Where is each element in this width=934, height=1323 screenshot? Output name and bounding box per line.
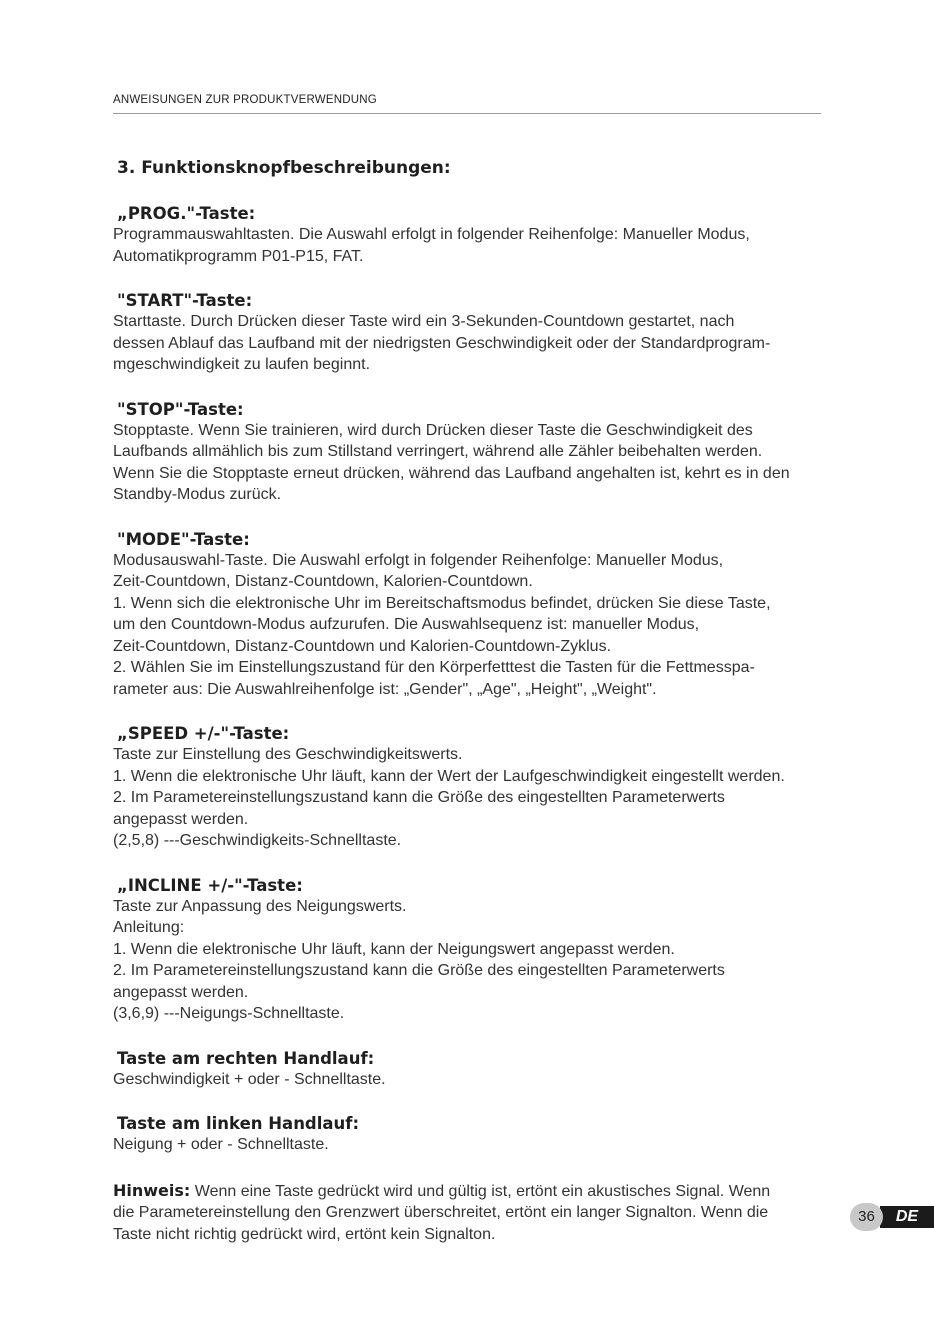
- note-block: [113, 1180, 858, 1246]
- text-line: rameter aus: Die Auswahlreihenfolge ist: „Gender", „Age", „Height", „Weight".: [113, 680, 657, 698]
- section-heading: "MODE"-Taste:: [117, 529, 250, 549]
- text-line: 2. Im Parametereinstellungszustand kann die Größe des eingestellten Parameterwerts: [113, 789, 725, 806]
- text-line: Wenn Sie die Stopptaste erneut drücken, während das Laufband angehalten ist, kehrt es in den: [113, 464, 790, 482]
- section-text: [113, 311, 858, 376]
- text-line: Stopptaste. Wenn Sie trainieren, wird durch Drücken dieser Taste die Geschwindigkeit des: [113, 421, 753, 439]
- header-divider: [113, 113, 821, 114]
- main-content: [113, 150, 858, 1245]
- page-title: 3. Funktionsknopfbeschreibungen:: [117, 158, 451, 178]
- text-line: Geschwindigkeit + oder - Schnelltaste.: [113, 1070, 386, 1088]
- section-right-handrail: [113, 1049, 858, 1091]
- section-heading: "START"-Taste:: [117, 291, 253, 310]
- page-number: 36: [850, 1203, 883, 1231]
- note-first-line: Wenn eine Taste gedrückt wird und gültig ist, ertönt ein akustisches Signal. Wenn: [190, 1182, 771, 1200]
- text-line: Zeit-Countdown, Distanz-Countdown, Kalorien-Countdown.: [113, 573, 533, 590]
- section-incline: [113, 876, 858, 1025]
- text-line: 1. Wenn die elektronische Uhr läuft, kann der Neigungswert angepasst werden.: [113, 940, 675, 958]
- section-heading: „PROG."-Taste:: [117, 204, 256, 223]
- text-line: Taste zur Einstellung des Geschwindigkeitswerts.: [113, 746, 463, 763]
- note-text: [113, 1180, 858, 1246]
- section-heading: „INCLINE +/-"-Taste:: [117, 875, 303, 895]
- text-line: 1. Wenn sich die elektronische Uhr im Bereitschaftsmodus befindet, drücken Sie diese Taste,: [113, 594, 771, 612]
- text-line: dessen Ablauf das Laufband mit der niedrigsten Geschwindigkeit oder der Standardprogram-: [113, 334, 771, 352]
- text-line: 1. Wenn die elektronische Uhr läuft, kann der Wert der Laufgeschwindigkeit eingestellt werden.: [113, 767, 785, 785]
- text-line: Programmauswahltasten. Die Auswahl erfolgt in folgender Reihenfolge: Manueller Modus,: [113, 226, 750, 243]
- text-line: 2. Im Parametereinstellungszustand kann die Größe des eingestellten Parameterwerts: [113, 962, 725, 979]
- section-text: [113, 744, 858, 852]
- section-text: [113, 1069, 858, 1091]
- section-text: [113, 1134, 858, 1156]
- section-prog: [113, 204, 858, 267]
- section-heading: Taste am linken Handlauf:: [117, 1114, 360, 1133]
- text-line: angepasst werden.: [113, 810, 249, 828]
- text-line: (2,5,8) ---Geschwindigkeits-Schnelltaste.: [113, 832, 402, 849]
- text-line: um den Countdown-Modus aufzurufen. Die Auswahlsequenz ist: manueller Modus,: [113, 616, 700, 633]
- text-line: Standby-Modus zurück.: [113, 486, 282, 503]
- text-line: Anleitung:: [113, 919, 185, 936]
- section-text: [113, 420, 858, 506]
- text-line: Automatikprogramm P01-P15, FAT.: [113, 247, 364, 265]
- section-heading: „SPEED +/-"-Taste:: [117, 724, 290, 743]
- section-start: [113, 291, 858, 376]
- running-header: ANWEISUNGEN ZUR PRODUKTVERWENDUNG: [113, 94, 377, 106]
- language-tab: DE: [880, 1206, 934, 1228]
- section-text: [113, 896, 858, 1025]
- text-line: Starttaste. Durch Drücken dieser Taste wird ein 3-Sekunden-Countdown gestartet, nach: [113, 313, 735, 330]
- text-line: die Parametereinstellung den Grenzwert überschreitet, ertönt ein langer Signalton. Wenn die: [113, 1204, 769, 1221]
- text-line: Taste zur Anpassung des Neigungswerts.: [113, 897, 407, 915]
- section-speed: [113, 724, 858, 852]
- text-line: Taste nicht richtig gedrückt wird, ertönt kein Signalton.: [113, 1225, 496, 1243]
- section-text: [113, 550, 858, 701]
- text-line: mgeschwindigkeit zu laufen beginnt.: [113, 356, 371, 373]
- text-line: (3,6,9) ---Neigungs-Schnelltaste.: [113, 1005, 345, 1022]
- section-left-handrail: [113, 1114, 858, 1156]
- text-line: Zeit-Countdown, Distanz-Countdown und Kalorien-Countdown-Zyklus.: [113, 637, 612, 655]
- section-mode: [113, 530, 858, 701]
- section-heading: "STOP"-Taste:: [117, 399, 244, 419]
- text-line: Modusauswahl-Taste. Die Auswahl erfolgt in folgender Reihenfolge: Manueller Modus,: [113, 551, 724, 569]
- text-line: Neigung + oder - Schnelltaste.: [113, 1136, 329, 1153]
- section-stop: [113, 400, 858, 506]
- text-line: 2. Wählen Sie im Einstellungszustand für den Körperfetttest die Tasten für die Fettmesspa-: [113, 659, 755, 676]
- text-line: Laufbands allmählich bis zum Stillstand verringert, während alle Zähler beibehalten werden.: [113, 443, 763, 460]
- section-heading: Taste am rechten Handlauf:: [117, 1048, 375, 1068]
- text-line: [113, 1180, 858, 1203]
- text-line: angepasst werden.: [113, 983, 249, 1001]
- section-text: [113, 224, 858, 267]
- note-label: Hinweis:: [113, 1180, 191, 1200]
